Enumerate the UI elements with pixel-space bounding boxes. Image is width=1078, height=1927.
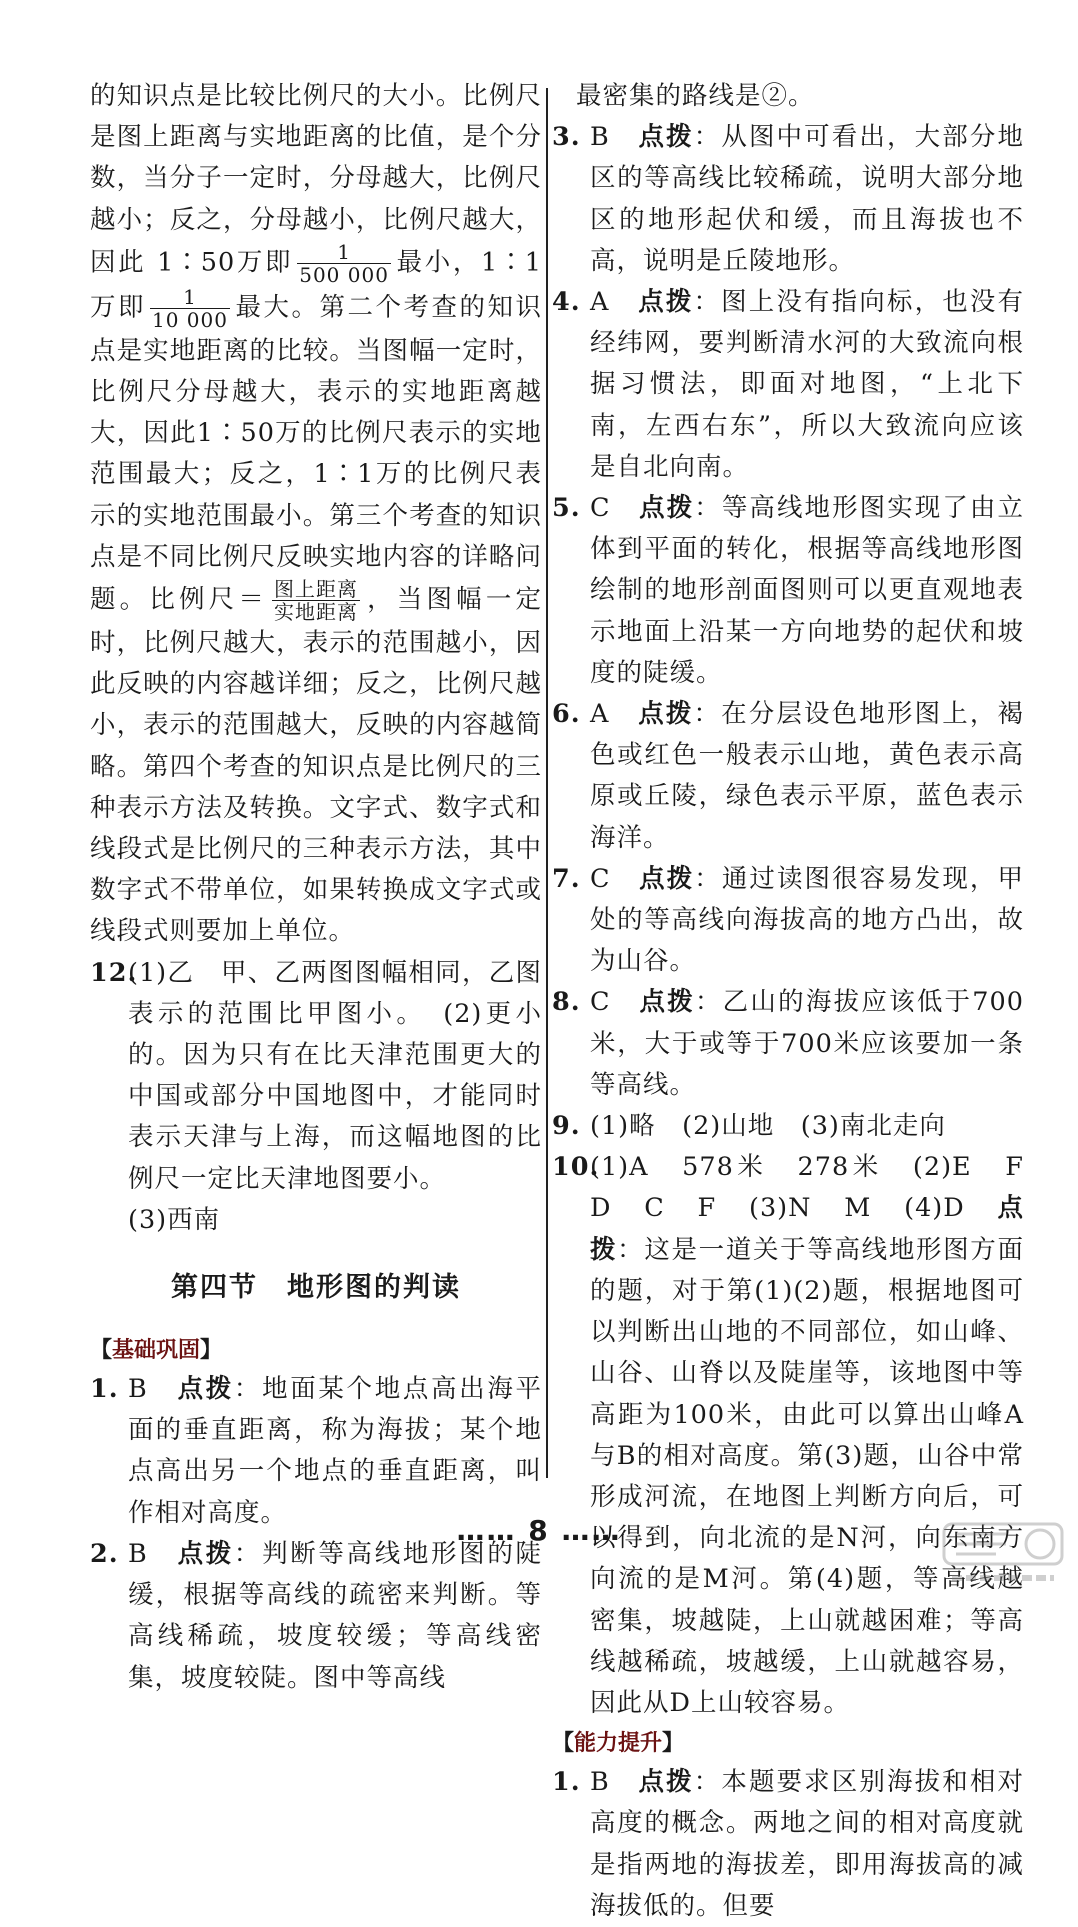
question-number: 5. xyxy=(552,493,581,524)
answer-item xyxy=(552,282,1024,488)
answer-letter: C xyxy=(590,493,611,524)
answer-letter: B xyxy=(128,1538,148,1569)
answer-text: (1)乙 甲、乙两图图幅相同，乙图表示的范围比甲图小。 (2)更小的。因为只有在比天津范围更大的中国或部分中国地图中，才能同时表示天津与上海，而这幅地图的比例尺一定比天津地图要小。 xyxy=(128,957,542,1194)
cont-text-2: 1∶50万即 xyxy=(157,247,294,278)
hint-label: 点拨 xyxy=(177,1538,234,1569)
answer-10 xyxy=(552,1147,1051,1724)
answer-ability-1 xyxy=(552,1762,1024,1927)
cont-text-1: 的知识点是比较比例尺的大小。比例尺是图上距离与实地距离的比值，是个分数，当分子一定时，分母越大，比例尺越小；反之，分母越小，比例尺越大，因此 xyxy=(90,81,542,278)
answer-letter: A xyxy=(590,699,610,730)
answer-item xyxy=(552,859,1024,983)
continued-answer-2: 最密集的路线是②。 xyxy=(576,81,815,111)
tag-label: 能力提升 xyxy=(574,1731,663,1757)
question-number: 12. xyxy=(90,957,138,988)
cont-text-3: 最小，1∶1万即 xyxy=(90,247,542,323)
hint-label: 点拨 xyxy=(590,1193,1024,1265)
answer-letter: B xyxy=(590,1767,610,1798)
answer-basic-2 xyxy=(90,1534,542,1699)
answer-text: ：通过读图很容易发现，甲处的等高线向海拔高的地方凸出，故为山谷。 xyxy=(590,863,1024,977)
right-column xyxy=(552,76,1051,1927)
column-divider xyxy=(546,88,548,1478)
answer-text: (3)西南 xyxy=(128,1204,221,1235)
answer-text: ：从图中可看出，大部分地区的等高线比较稀疏，说明大部分地区的地形起伏和缓，而且海拔也不高，说明是丘陵地形。 xyxy=(590,122,1024,276)
cont-text-5: ，当图幅一定时，比例尺越大，表示的范围越小，因此反映的内容越详细；反之，比例尺越小，表示的范围越大，反映的内容越简略。第四个考查的知识点是比例尺的三种表示方法及转换。文字式、数字式和线段式是比例尺的三种表示方法，其中数字式不带单位，如果转换成文字式或线段式则要加上单位。 xyxy=(90,584,542,947)
fraction-numerator: 1 xyxy=(183,284,197,309)
answer-text: ：这是一道关于等高线地形图方面的题，对于第(1)(2)题，根据地图可以判断出山地的不同部位，如山峰、山谷、山脊以及陡崖等，该地图中等高距为100米，由此可以算出山峰A与B的相对高度。第(3)题，山谷中常形成河流，在地图上判断方向后，可以得到，向北流的是N河，向东南方向流的是M河。第(4)题，等高线越密集，坡越陡，上山就越困难；等高线越稀疏，坡越缓，上山就越容易，因此从D上山较容易。 xyxy=(590,1234,1024,1718)
fraction-denominator: 500 000 xyxy=(299,262,389,287)
question-number: 10. xyxy=(552,1152,600,1183)
answer-12-part3 xyxy=(90,1200,542,1241)
question-number: 1. xyxy=(90,1374,119,1405)
continued-answer-11 xyxy=(90,76,542,953)
hint-label: 点拨 xyxy=(177,1374,234,1405)
answer-letter: A xyxy=(590,287,610,318)
watermark-logo xyxy=(942,1520,1064,1592)
answer-text: ：判断等高线地形图的陡缓，根据等高线的疏密来判断。等高线稀疏，坡度较缓；等高线密集，坡度较陡。图中等高线 xyxy=(128,1538,542,1693)
hint-label: 点拨 xyxy=(638,287,694,318)
answer-item xyxy=(552,982,1024,1106)
fraction-denominator: 实地距离 xyxy=(274,600,358,625)
fraction-1-10000 xyxy=(150,286,230,331)
answer-item xyxy=(552,694,1024,859)
answer-12 xyxy=(90,953,542,1200)
question-number: 2. xyxy=(90,1538,119,1569)
ability-improvement-tag: 【能力提升】 xyxy=(552,1731,685,1757)
question-number: 9. xyxy=(552,1111,581,1142)
hint-label: 点拨 xyxy=(638,699,694,730)
fraction-numerator: 1 xyxy=(337,239,351,264)
answer-text: ：图上没有指向标，也没有经纬网，要判断清水河的大致流向根据习惯法，即面对地图，“上北下南，左西右东”，所以大致流向应该是自北向南。 xyxy=(590,287,1024,482)
left-column xyxy=(90,76,542,1699)
answer-item xyxy=(552,488,1024,694)
answer-text: ：等高线地形图实现了由立体到平面的转化，根据等高线地形图绘制的地形剖面图则可以更直观地表示地面上沿某一方向地势的起伏和坡度的陡缓。 xyxy=(590,493,1024,688)
fraction-numerator: 图上距离 xyxy=(274,577,358,602)
question-number: 4. xyxy=(552,287,581,318)
hint-label: 点拨 xyxy=(639,493,695,524)
answer-text: (1)略 (2)山地 (3)南北走向 xyxy=(590,1111,946,1142)
answer-9 xyxy=(552,1106,1024,1147)
cont-text-4: 最大。第二个考查的知识点是实地距离的比较。当图幅一定时，比例尺分母越大，表示的实地距离越大，因此1∶50万的比例尺表示的实地范围最大；反之，1∶1万的比例尺表示的实地范围最小。第三个考查的知识点是不同比例尺反映实地内容的详略问题。比例尺＝ xyxy=(90,292,542,615)
hint-label: 点拨 xyxy=(638,122,694,153)
tag-label: 基础巩固 xyxy=(112,1338,201,1364)
question-number: 8. xyxy=(552,987,581,1018)
answer-letter: B xyxy=(128,1374,148,1405)
question-number: 1. xyxy=(552,1767,581,1798)
section-title: 第四节 地形图的判读 xyxy=(171,1272,461,1304)
question-number: 7. xyxy=(552,863,581,894)
answer-text: ：在分层设色地形图上，褐色或红色一般表示山地，黄色表示高原或丘陵，绿色表示平原，蓝色表示海洋。 xyxy=(590,699,1024,853)
answer-text: (1)A 578米 278米 (2)E F D C F (3)N M (4)D xyxy=(590,1152,1051,1224)
hint-label: 点拨 xyxy=(639,987,695,1018)
answer-letter: B xyxy=(590,122,610,153)
hint-label: 点拨 xyxy=(639,863,695,894)
answer-letter: C xyxy=(590,987,611,1018)
hint-label: 点拨 xyxy=(638,1767,694,1798)
fraction-denominator: 10 000 xyxy=(152,307,228,332)
answer-text: ：地面某个地点高出海平面的垂直距离，称为海拔；某个地点高出另一个地点的垂直距离，叫作相对高度。 xyxy=(128,1374,542,1528)
fraction-1-500000 xyxy=(297,241,391,286)
fraction-scale-formula xyxy=(272,578,360,623)
answer-item xyxy=(552,117,1024,282)
answer-letter: C xyxy=(590,863,611,894)
answer-text: ：本题要求区别海拔和相对高度的概念。两地之间的相对高度就是指两地的海拔差，即用海拔高的减海拔低的。但要 xyxy=(590,1767,1024,1921)
question-number: 6. xyxy=(552,699,581,730)
question-number: 3. xyxy=(552,122,581,153)
page-number: …… 8 …… xyxy=(456,1514,622,1547)
basic-consolidation-tag: 【基础巩固】 xyxy=(90,1338,223,1364)
answer-basic-1 xyxy=(90,1369,542,1534)
answer-list xyxy=(552,117,1024,1106)
answer-text: ：乙山的海拔应该低于700米，大于或等于700米应该要加一条等高线。 xyxy=(590,987,1024,1100)
